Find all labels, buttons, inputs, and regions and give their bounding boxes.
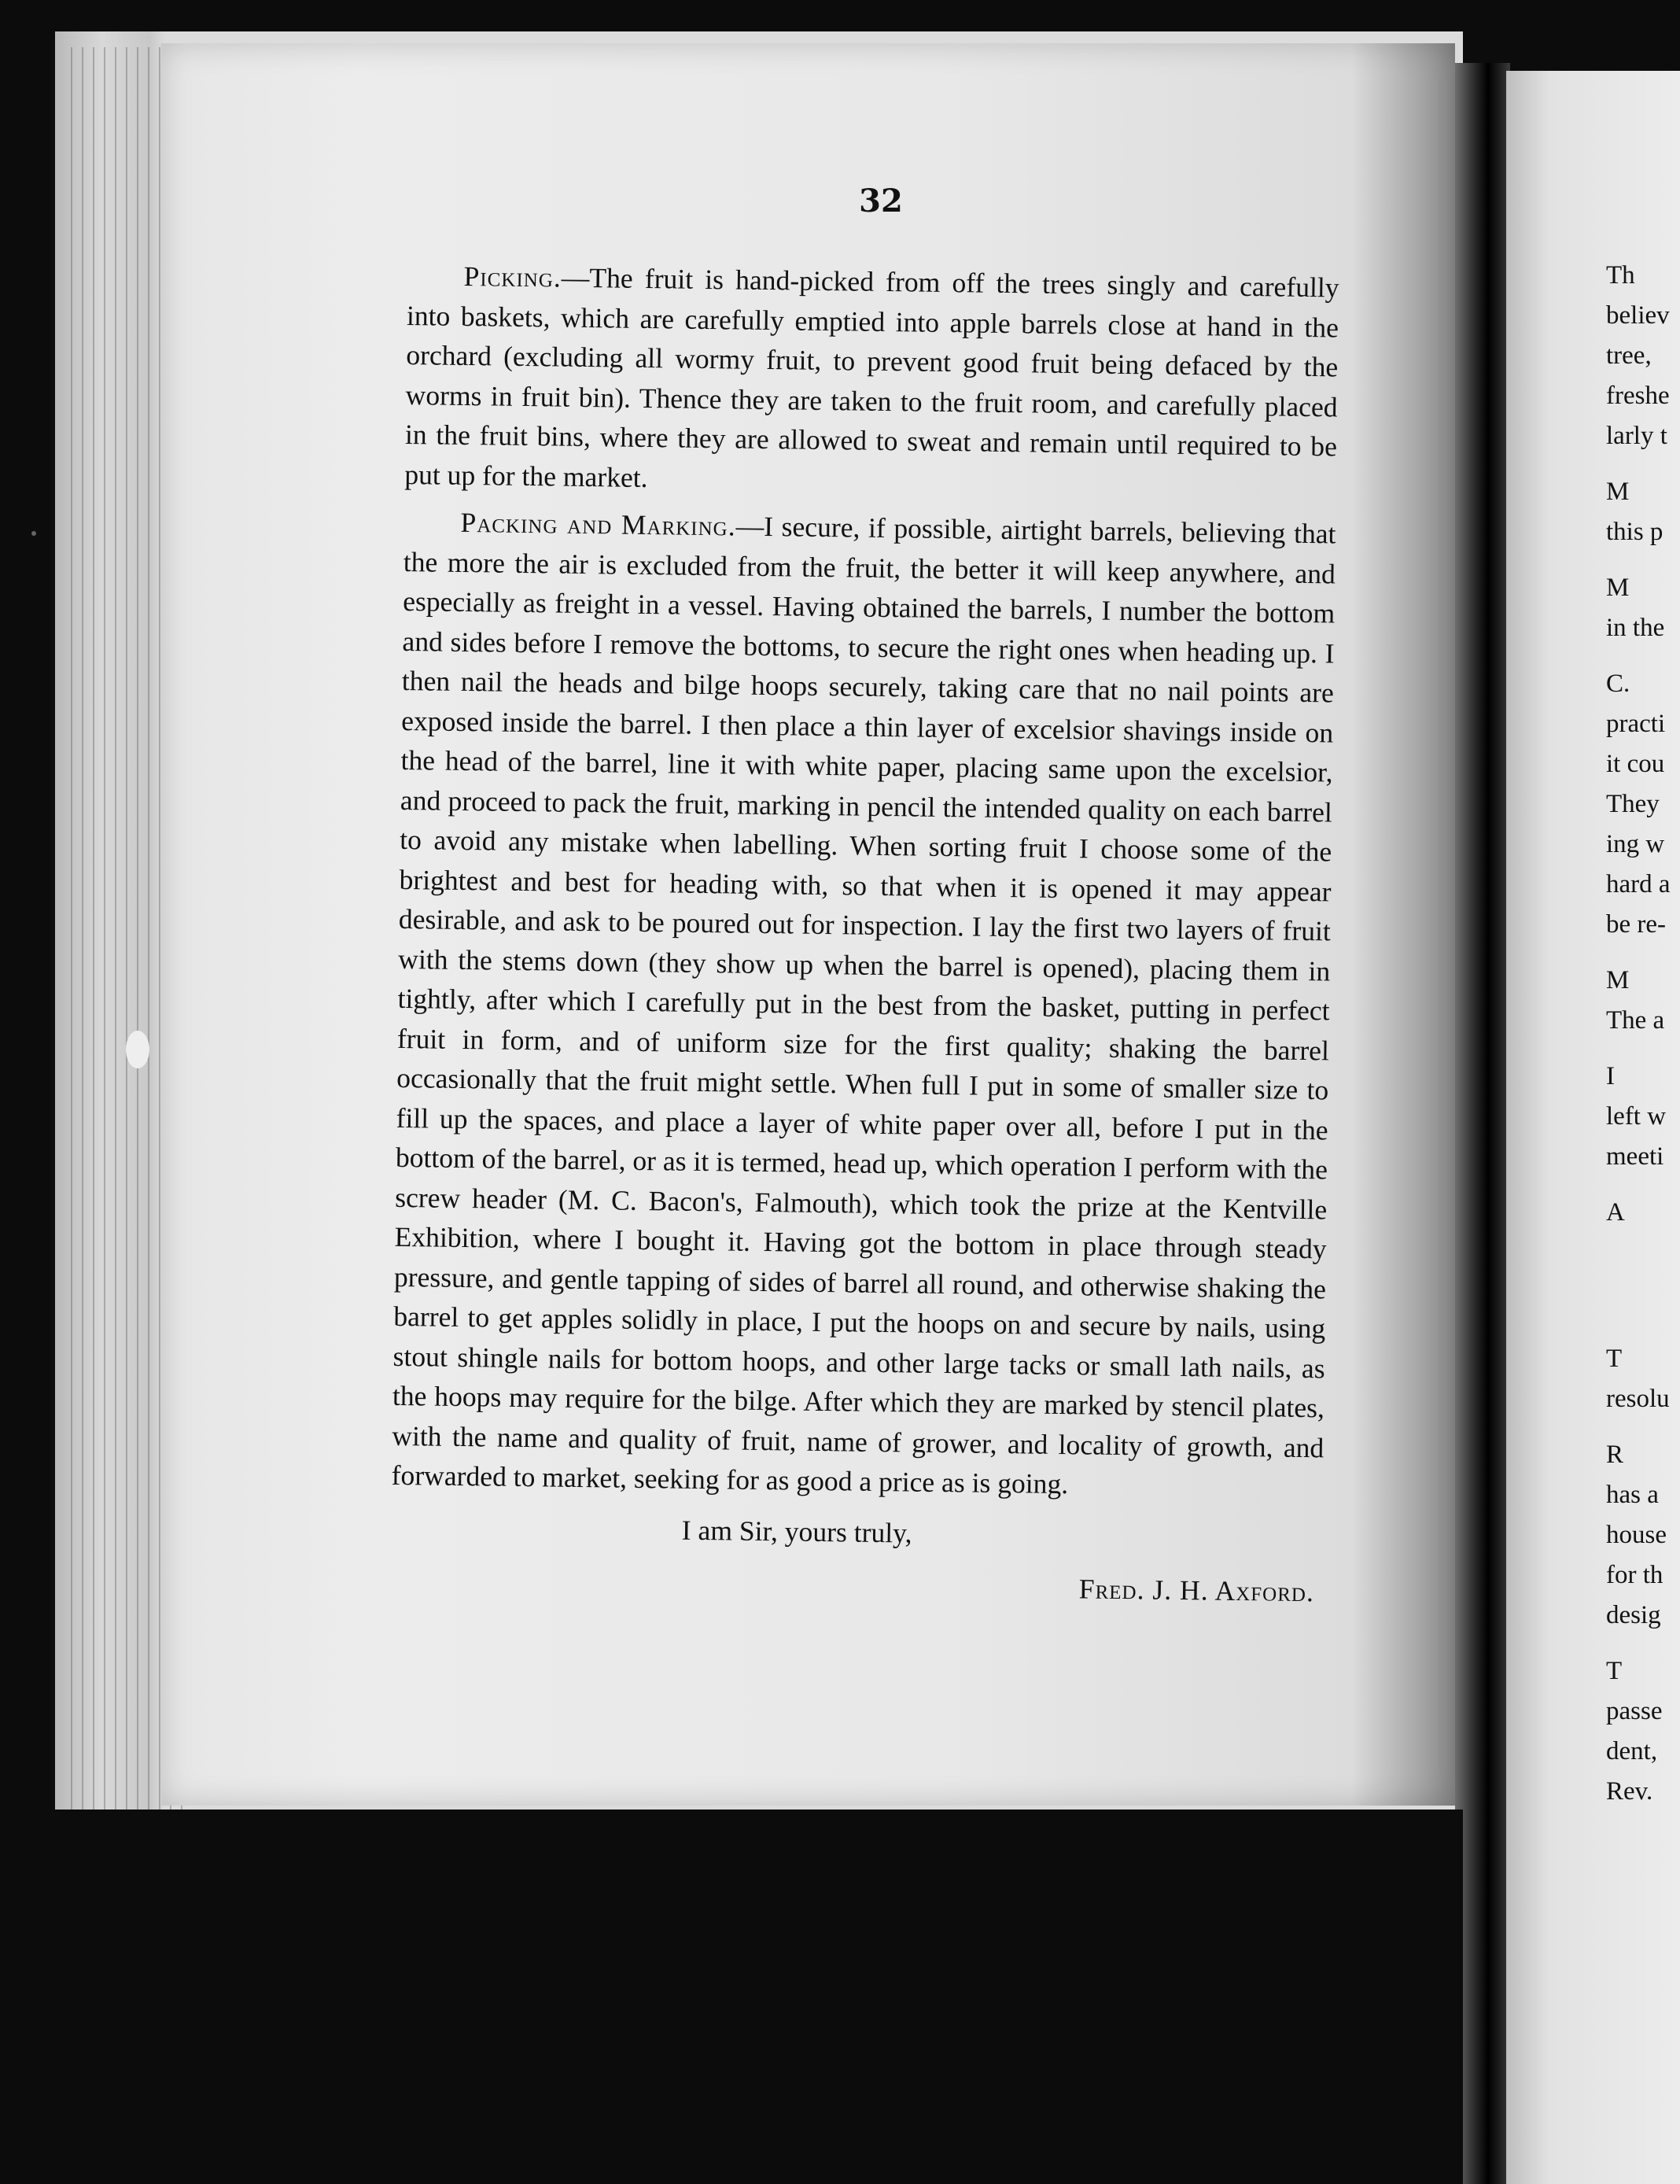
page-number: 32 — [859, 183, 903, 220]
paragraph-text: —I secure, if possible, airtight barrels, believing that the more the air is excluded from the fruit, the better it will keep anywhere, and especially as freight in a vessel. Having obtained the barrels, I number the bottom and sides before I remove the bottoms, to secure the right ones when heading up. I then nail the heads and bilge hoops securely, taking care that no nail points are exposed inside the barrel. I then place a thin layer of excelsior shavings inside on the head of the barrel, line it with white paper, placing same upon the excelsior, and proceed to pack the fruit, marking in pencil the intended quality on each barrel to avoid any mistake when labelling. When sorting fruit I choose some of the brightest and best for heading with, so that when it is opened it may appear desirable, and ask to be poured out for inspection. I lay the first two layers of fruit with the stems down (they show up when the barrel is opened), placing them in tightly, after which I carefully put in the best from the basket, putting in perfect fruit in form, and of uniform size for the first quality; shaking the barrel occasionally that the fruit might settle. When full I put in some of smaller size to fill up the spaces, and place a layer of white paper over all, before I put in the bottom of the barrel, or as it is termed, head up, which operation I perform with the screw header (M. C. Bacon's, Falmouth), which took the prize at the Kentville Exhibition, where I bought it. Having got the bottom in place through steady pressure, and gentle tapping of sides of barrel all round, and otherwise shaking the barrel to get apples solidly in place, I put the hoops on and secure by nails, using stout shingle nails for bottom hoops, and other large tacks or small lath nails, as the hoops may require for the bilge. After which they are marked by stencil plates, with the name and quality of fruit, name of grower, and locality of growth, and forwarded to market, seeking for as good a price as is going. — [391, 510, 1336, 1500]
book-gutter — [1455, 63, 1510, 2184]
right-page-line: The a — [1606, 1006, 1665, 1035]
right-page-line: has a — [1606, 1481, 1659, 1509]
right-page-line: freshe — [1606, 382, 1670, 410]
paragraph-packing-and-marking — [391, 502, 1336, 1507]
right-page-line: C. — [1606, 670, 1630, 698]
right-page-line: for th — [1606, 1561, 1663, 1589]
right-page-line: resolu — [1606, 1385, 1670, 1413]
letter-closing: I am Sir, yours truly, — [681, 1514, 912, 1549]
right-page-line: believ — [1606, 301, 1670, 330]
right-page-line: T — [1606, 1345, 1623, 1373]
right-page-line: left w — [1606, 1102, 1667, 1131]
right-page-line: I — [1606, 1062, 1615, 1090]
right-page-line: be re- — [1606, 910, 1667, 939]
right-page-line: T — [1606, 1657, 1623, 1685]
right-page-line: A — [1606, 1198, 1625, 1227]
right-page-line: M — [1606, 966, 1630, 994]
left-page-text — [390, 256, 1339, 1612]
right-page-line: They — [1606, 790, 1660, 818]
right-page-line: dent, — [1606, 1737, 1658, 1765]
right-page-line: practi — [1606, 710, 1666, 738]
right-page-line: hard a — [1606, 870, 1671, 898]
right-page-line: ing w — [1606, 830, 1665, 858]
right-page-line: passe — [1606, 1697, 1663, 1725]
right-page-line: in the — [1606, 614, 1665, 642]
right-page-line: it cou — [1606, 750, 1665, 778]
right-page-line: R — [1606, 1441, 1624, 1469]
right-page-line: tree, — [1606, 341, 1652, 370]
paper-speck — [31, 531, 36, 536]
paper-speck — [126, 1031, 149, 1068]
scan-bottom-margin — [55, 1810, 1463, 2184]
right-page-line: desig — [1606, 1601, 1661, 1629]
paragraph-text: —The fruit is hand-picked from off the trees singly and carefully into baskets, which are carefully emptied into apple barrels close at hand in the orchard (excluding all wormy fruit, to prevent good fruit being defaced by the worms in fruit bin). Thence they are taken to the fruit room, and carefully placed in the fruit bins, where they are allowed to sweat and remain until required to be put up for the market. — [404, 261, 1339, 493]
section-heading: Picking. — [463, 260, 562, 293]
right-page-line: Rev. — [1606, 1777, 1653, 1806]
right-page-line: this p — [1606, 518, 1663, 546]
right-page-line: meeti — [1606, 1142, 1664, 1171]
letter-signature: Fred. J. H. Axford. — [1078, 1573, 1315, 1608]
right-page-line: larly t — [1606, 422, 1667, 450]
paragraph-picking — [404, 256, 1339, 506]
right-page-line: M — [1606, 478, 1630, 506]
right-page-text — [1606, 256, 1680, 1812]
right-page-line: Th — [1606, 261, 1635, 290]
section-heading: Packing and Marking. — [460, 506, 736, 542]
right-page-line: M — [1606, 574, 1630, 602]
right-page-line: house — [1606, 1521, 1667, 1549]
